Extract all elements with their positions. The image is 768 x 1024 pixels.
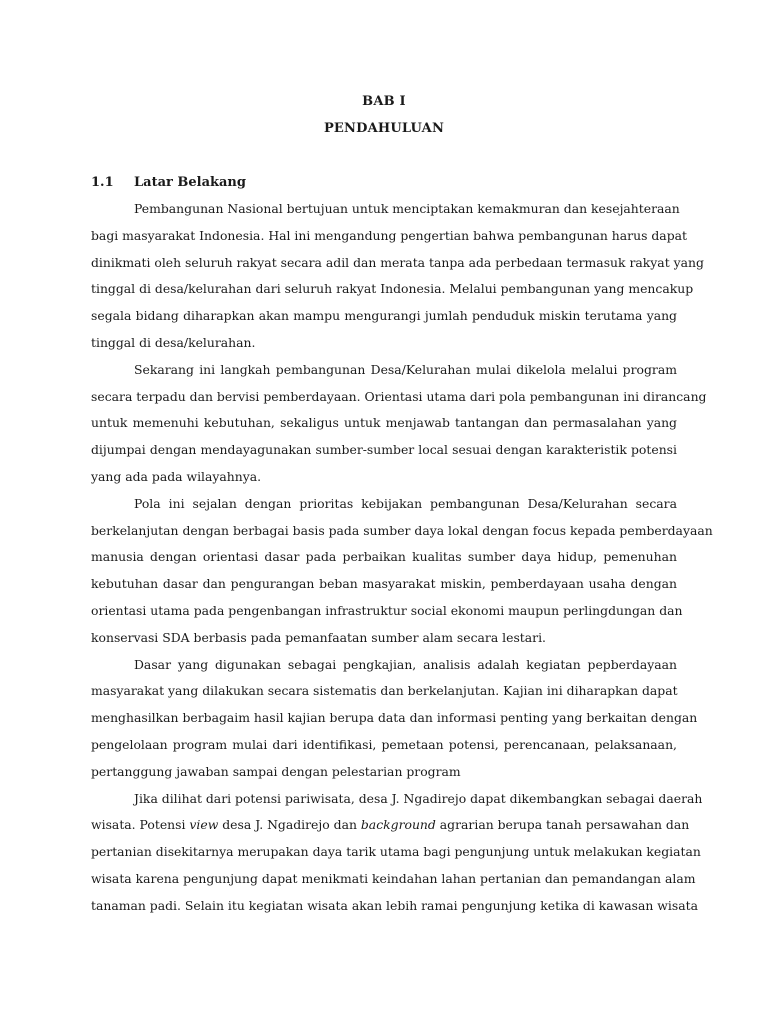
- paragraph-line: berkelanjutan dengan berbagai basis pada sumber daya lokal dengan focus kepada pemberdayaan: [91, 522, 713, 538]
- body-text: [91, 196, 713, 920]
- paragraph-line: Sekarang ini langkah pembangunan Desa/Kelurahan mulai dikelola melalui program: [134, 361, 677, 377]
- paragraph-line: bagi masyarakat Indonesia. Hal ini mengandung pengertian bahwa pembangunan harus dapat: [91, 227, 687, 243]
- section-number: 1.1: [91, 175, 114, 190]
- section-title: Latar Belakang: [134, 175, 246, 190]
- paragraph-line: tanaman padi. Selain itu kegiatan wisata akan lebih ramai pengunjung ketika di kawasan wisata: [91, 897, 698, 913]
- paragraph-line: menghasilkan berbagaim hasil kajian berupa data dan informasi penting yang berkaitan dengan: [91, 710, 698, 726]
- paragraph-line: dinikmati oleh seluruh rakyat secara adil dan merata tanpa ada perbedaan termasuk rakyat yang: [91, 254, 704, 270]
- paragraph-line: konservasi SDA berbasis pada pemanfaatan sumber alam secara lestari.: [91, 629, 546, 645]
- text-run: wisata. Potensi: [91, 817, 190, 833]
- paragraph-line: [91, 812, 690, 839]
- paragraph-line: Pola ini sejalan dengan prioritas kebijakan pembangunan Desa/Kelurahan secara: [134, 495, 677, 511]
- chapter-number: BAB I: [362, 94, 406, 109]
- paragraph-line: orientasi utama pada pengenbangan infrastruktur social ekonomi maupun perlingdungan dan: [91, 602, 683, 618]
- italic-term-background: background: [360, 817, 436, 833]
- chapter-title: PENDAHULUAN: [323, 121, 445, 136]
- text-run: agrarian berupa tanah persawahan dan: [435, 817, 690, 833]
- paragraph-line: pertanggung jawaban sampai dengan pelestarian program: [91, 763, 461, 779]
- paragraph-line: yang ada pada wilayahnya.: [91, 468, 262, 484]
- paragraph-line: pengelolaan program mulai dari identifikasi, pemetaan potensi, perencanaan, pelaksanaan,: [91, 736, 677, 752]
- italic-term-view: view: [189, 817, 219, 833]
- paragraph-line: tinggal di desa/kelurahan.: [91, 334, 256, 350]
- paragraph-line: kebutuhan dasar dan pengurangan beban masyarakat miskin, pemberdayaan usaha dengan: [91, 576, 677, 592]
- paragraph-line: manusia dengan orientasi dasar pada perbaikan kualitas sumber daya hidup, pemenuhan: [91, 549, 677, 565]
- paragraph-line: secara terpadu dan bervisi pemberdayaan. Orientasi utama dari pola pembangunan ini dirancang: [91, 388, 707, 404]
- paragraph-line: tinggal di desa/kelurahan dari seluruh rakyat Indonesia. Melalui pembangunan yang mencakup: [91, 281, 694, 297]
- paragraph-line: untuk memenuhi kebutuhan, sekaligus untuk menjawab tantangan dan permasalahan yang: [91, 415, 677, 431]
- paragraph-line: segala bidang diharapkan akan mampu mengurangi jumlah penduduk miskin terutama yang: [91, 308, 677, 324]
- paragraph-line: Dasar yang digunakan sebagai pengkajian, analisis adalah kegiatan pepberdayaan: [134, 656, 677, 672]
- paragraph-line: pertanian disekitarnya merupakan daya tarik utama bagi pengunjung untuk melakukan kegiatan: [91, 844, 701, 860]
- paragraph-line: masyarakat yang dilakukan secara sistematis dan berkelanjutan. Kajian ini diharapkan dapat: [91, 683, 678, 699]
- text-run: desa J. Ngadirejo dan: [218, 817, 361, 833]
- paragraph-line: wisata karena pengunjung dapat menikmati keindahan lahan pertanian dan pemandangan alam: [91, 870, 696, 886]
- paragraph-line: dijumpai dengan mendayagunakan sumber-sumber local sesuai dengan karakteristik potensi: [91, 442, 677, 458]
- paragraph-line: Pembangunan Nasional bertujuan untuk menciptakan kemakmuran dan kesejahteraan: [134, 201, 680, 216]
- paragraph-line: Jika dilihat dari potensi pariwisata, desa J. Ngadirejo dapat dikembangkan sebagai daerah: [134, 790, 703, 806]
